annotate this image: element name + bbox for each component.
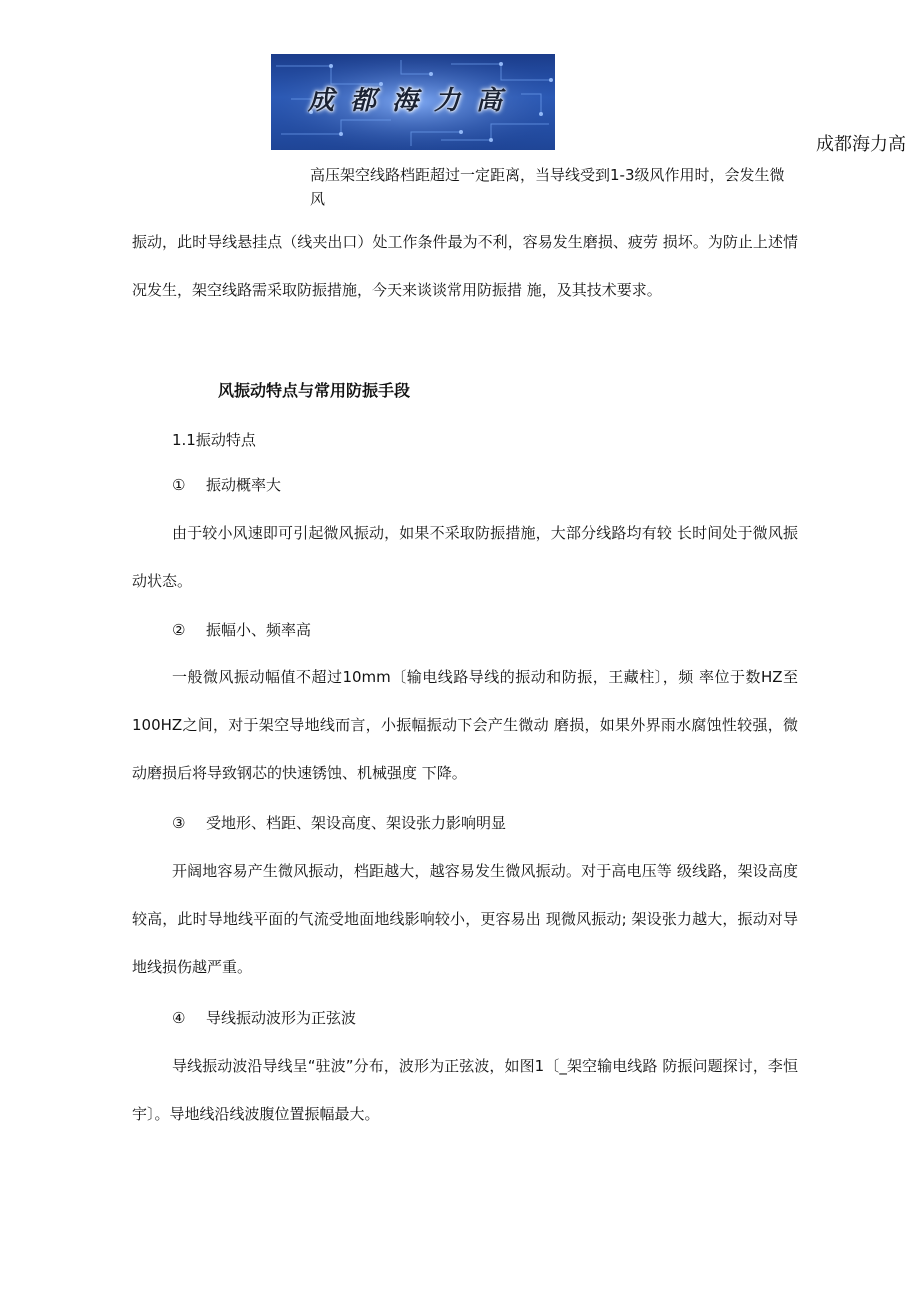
- list-item-heading: [172, 470, 281, 500]
- item-paragraph: 导线振动波沿导线呈“驻波”分布，波形为正弦波，如图1〔_架空输电线路 防振问题探讨，李恒宇〕。导地线沿线波腹位置振幅最大。: [132, 1057, 798, 1123]
- item-number: ③: [172, 814, 186, 832]
- section-subtitle: 1.1振动特点: [172, 431, 256, 449]
- item-paragraph: 开阔地容易产生微风振动，档距越大，越容易发生微风振动。对于高电压等 级线路，架设高度较高，此时导地线平面的气流受地面地线影响较小，更容易出 现微风振动; 架设张力越大，振动对导地线损伤越严重。: [132, 862, 798, 976]
- company-logo: [271, 54, 555, 150]
- item-title: 振幅小、频率高: [206, 621, 312, 639]
- list-item-heading: [172, 1003, 356, 1033]
- item-number: ②: [172, 621, 186, 639]
- intro-text: 高压架空线路档距超过一定距离，当导线受到1-3级风作用时，会发生微风: [310, 166, 785, 208]
- logo-text: 成都海力高: [307, 86, 518, 116]
- item-number: ①: [172, 476, 186, 494]
- item-title: 导线振动波形为正弦波: [206, 1009, 357, 1027]
- list-item-heading: [172, 615, 311, 645]
- item-paragraph: 由于较小风速即可引起微风振动，如果不采取防振措施，大部分线路均有较 长时间处于微风振动状态。: [132, 524, 798, 590]
- paragraph: 振动，此时导线悬挂点（线夹出口）处工作条件最为不利，容易发生磨损、疲劳 损坏。为防止上述情况发生，架空线路需采取防振措施，今天来谈谈常用防振措 施，及其技术要求。: [132, 233, 798, 299]
- item-title: 振动概率大: [206, 476, 282, 494]
- list-item-heading: [172, 808, 506, 838]
- header-brand: 成都海力高: [816, 134, 906, 155]
- section-title: 风振动特点与常用防振手段: [218, 381, 411, 400]
- item-title: 受地形、档距、架设高度、架设张力影响明显: [206, 814, 507, 832]
- item-paragraph: 一般微风振动幅值不超过10mm〔输电线路导线的振动和防振，王藏柱〕，频 率位于数HZ至100HZ之间，对于架空导地线而言，小振幅振动下会产生微动 磨损，如果外界雨水腐蚀性较强，微动磨损后将导致钢芯的快速锈蚀、机械强度 下降。: [132, 668, 798, 782]
- item-number: ④: [172, 1009, 186, 1027]
